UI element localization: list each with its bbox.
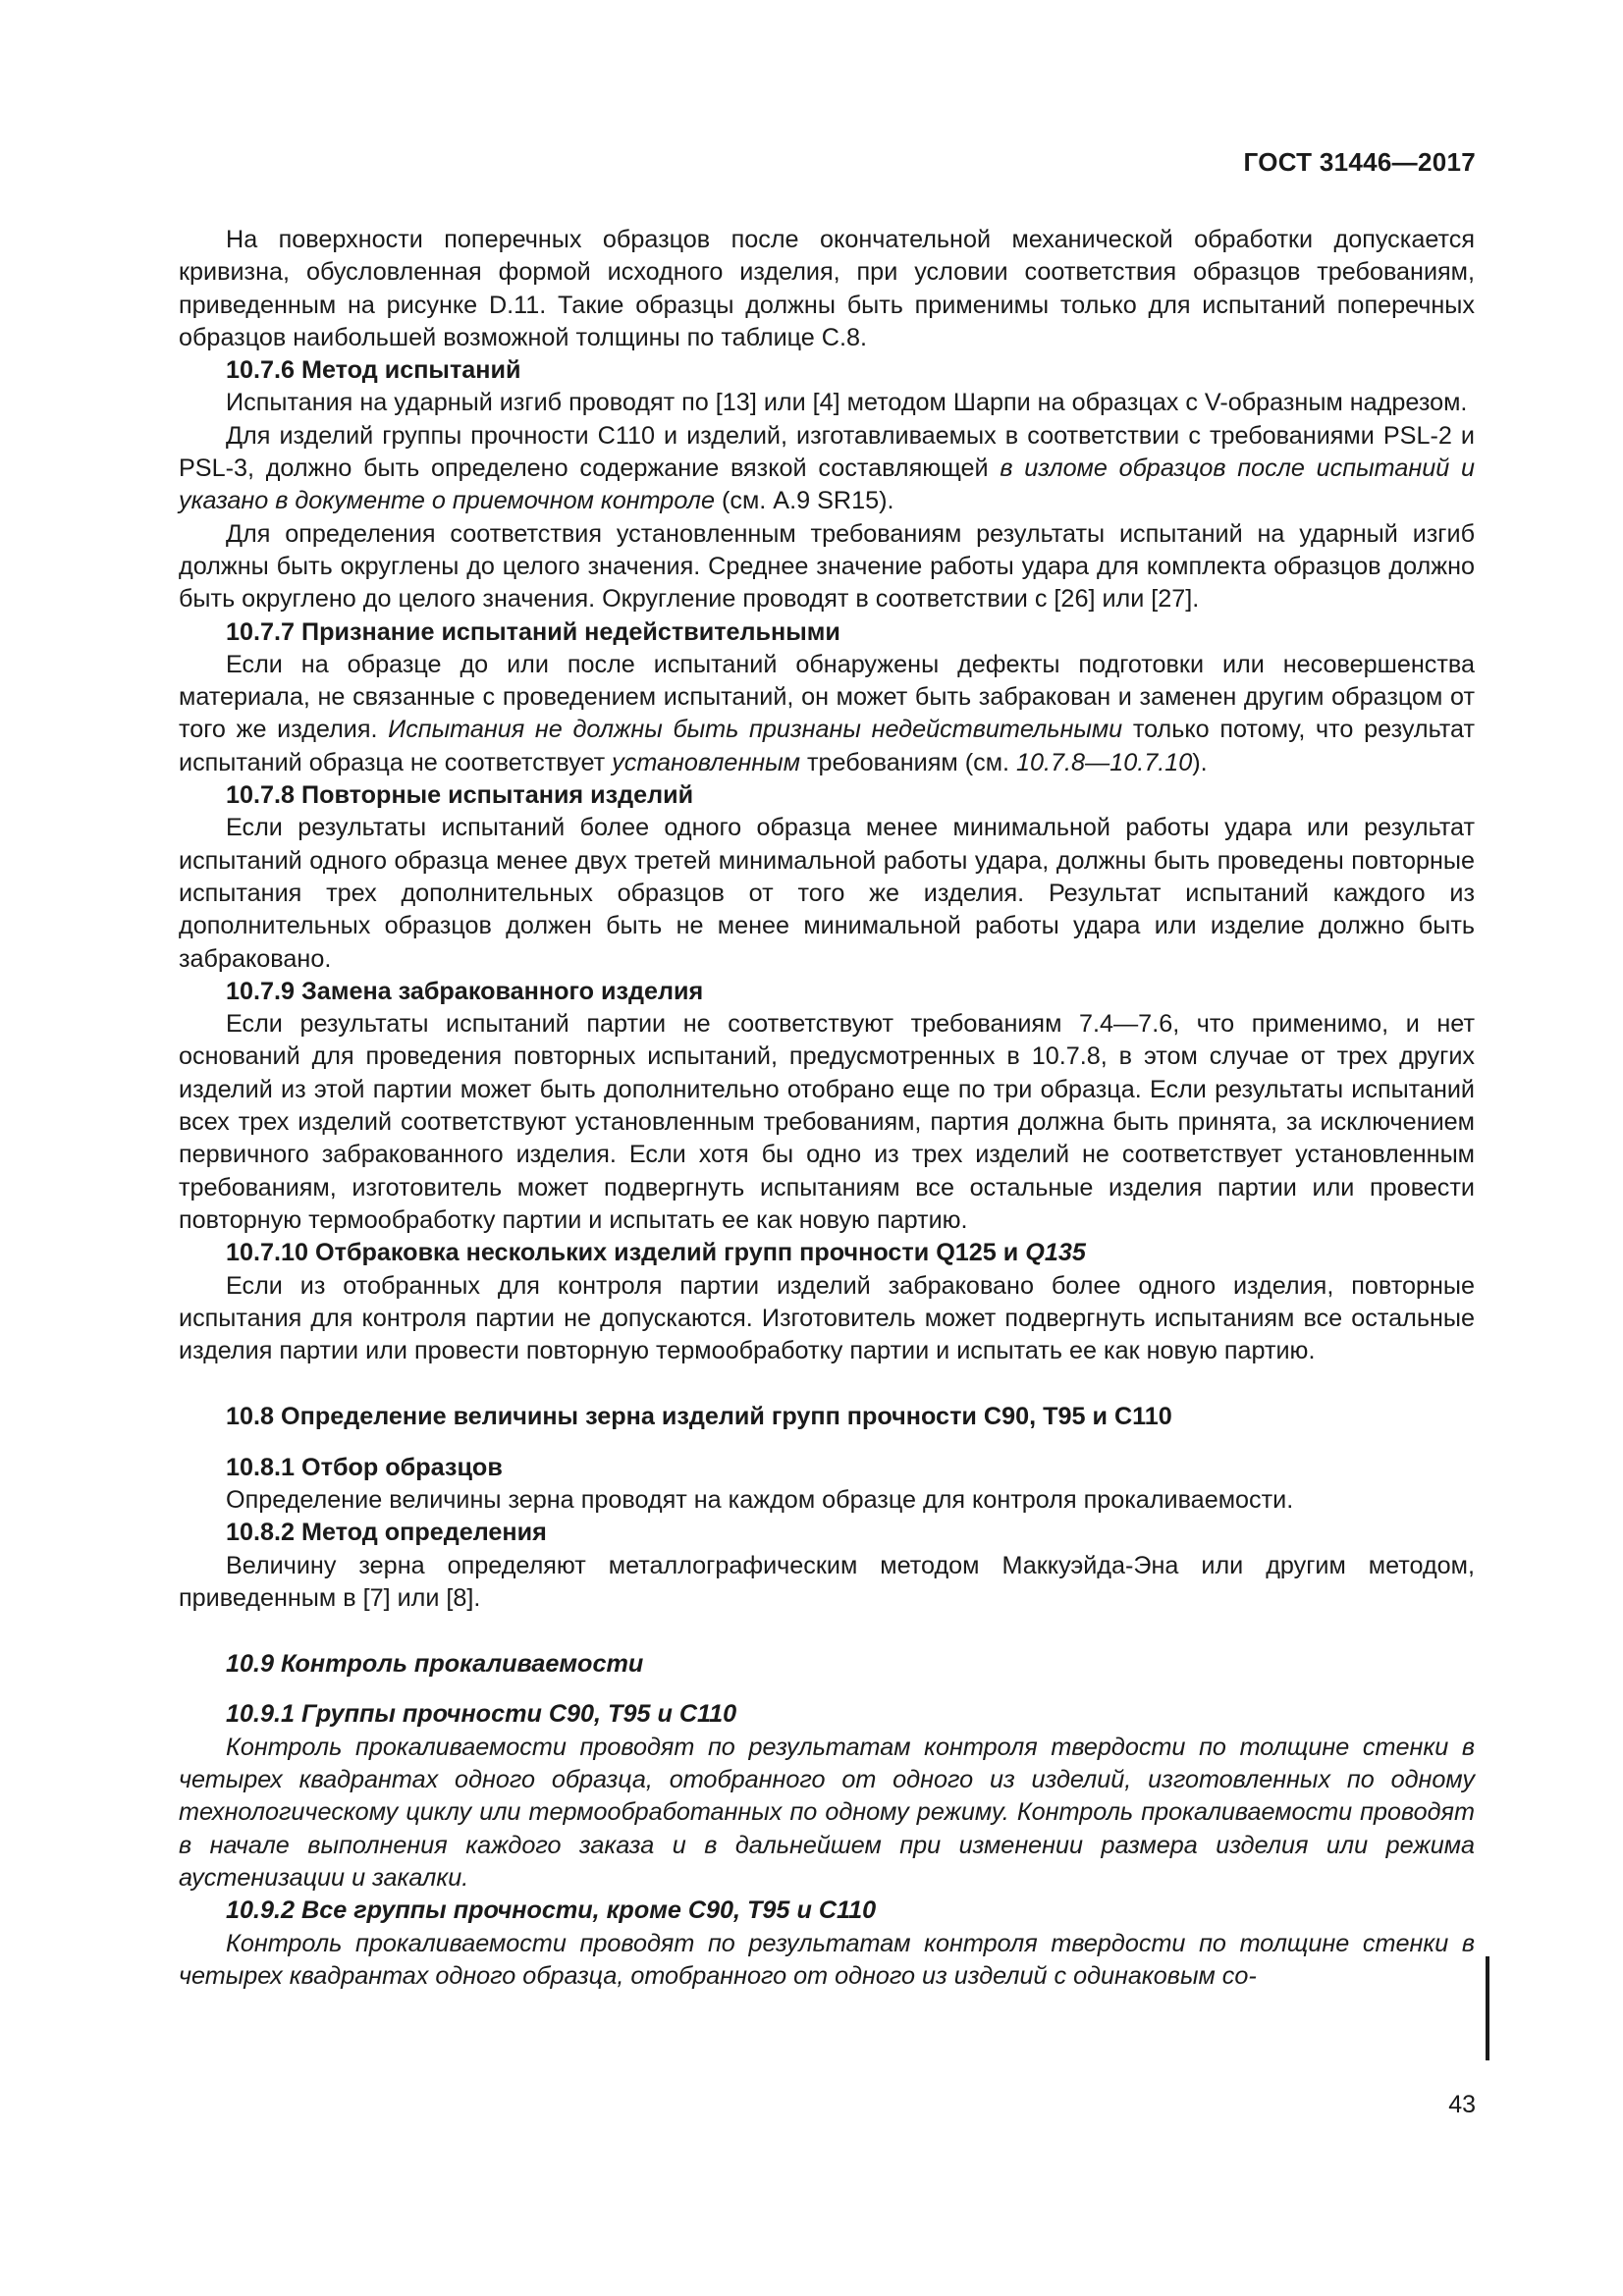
text-run: Для изделий группы прочности С110 и изделий, изготавливаемых в соответствии с требованиями PSL-2 и PSL-3, должно быть определено содержание вязкой составляющей	[179, 421, 1475, 483]
heading-10-7-6: 10.7.6 Метод испытаний	[226, 356, 521, 385]
paragraph-10-7-9-1: Если результаты испытаний партии не соответствуют требованиям 7.4—7.6, что применимо, и нет оснований для проведения повторных испытаний, предусмотренных в 10.7.8, в этом случае от трех других изделий из этой партии может быть дополнительно отобрано еще по три образца. Если результаты испытаний всех трех изделий соответствуют установленным требованиям, партия должна быть принята, за исключением первичного забракованного изделия. Если хотя бы одно из трех изделий не соответствует установленным требованиям, изготовитель может подвергнуть испытаниям все остальные изделия партии или провести повторную термообработку партии и испытать ее как новую партию.	[179, 1010, 1475, 1234]
italic-run: установленным	[612, 748, 800, 776]
section-gap	[179, 1615, 1475, 1648]
heading-10-9-1: 10.9.1 Группы прочности С90, Т95 и С110	[226, 1700, 737, 1729]
paragraph-10-7-10-1: Если из отобранных для контроля партии изделий забраковано более одного изделия, повторные испытания для контроля партии не допускаются. Изготовитель может подвергнуть испытаниям все остальные изделия партии или провести повторную термообработку партии и испытать ее как новую партию.	[179, 1271, 1475, 1365]
text-run: требованиям (см.	[799, 748, 1017, 776]
paragraph-10-8-2: Величину зерна определяют металлографическим методом Маккуэйда-Эна или другим методом, приведенным в [7] или [8].	[179, 1551, 1475, 1612]
paragraph-10-7-6-2	[179, 420, 1475, 518]
paragraph-10-7-7-1	[179, 649, 1475, 779]
heading-10-8: 10.8 Определение величины зерна изделий групп прочности С90, Т95 и С110	[226, 1403, 1172, 1431]
standard-header: ГОСТ 31446—2017	[1243, 147, 1476, 177]
heading-10-7-8: 10.7.8 Повторные испытания изделий	[226, 781, 694, 810]
italic-run: в изломе образцов после испытаний и указано в документе о приемочном контроле	[179, 454, 1475, 515]
text-run: (см. А.9 SR15).	[714, 487, 894, 515]
heading-10-8-1: 10.8.1 Отбор образцов	[226, 1453, 503, 1481]
paragraph-10-7-6-1: Испытания на ударный изгиб проводят по [13] или [4] методом Шарпи на образцах с V-образным надрезом.	[226, 389, 1468, 417]
change-mark-bar	[1486, 1956, 1489, 2060]
heading-10-7-9: 10.7.9 Замена забракованного изделия	[226, 977, 704, 1005]
section-gap	[179, 1681, 1475, 1698]
page-content	[179, 224, 1475, 1993]
paragraph-10-7-6-3: Для определения соответствия установленным требованиям результаты испытаний на ударный изгиб должны быть округлены до целого значения. Среднее значение работы удара для комплекта образцов должно быть округлено до целого значения. Округление проводят в соответствии с [26] или [27].	[179, 519, 1475, 614]
italic-run: 10.7.8—10.7.10	[1016, 748, 1193, 776]
page-number: 43	[1448, 2091, 1476, 2118]
heading-10-7-10	[179, 1237, 1475, 1269]
paragraph-10-8-1: Определение величины зерна проводят на каждом образце для контроля прокаливаемости.	[226, 1485, 1294, 1514]
text-run: только потому, что результат испытаний образца не соответствует	[179, 716, 1475, 776]
section-gap	[179, 1367, 1475, 1401]
paragraph-10-9-2: Контроль прокаливаемости проводят по результатам контроля твердости по толщине стенки в четырех квадрантах одного образца, отобранного от одного из изделий с одинаковым со-	[179, 1929, 1475, 1990]
heading-10-8-2: 10.8.2 Метод определения	[226, 1519, 547, 1547]
paragraph-intro: На поверхности поперечных образцов после окончательной механической обработки допускается кривизна, обусловленная формой исходного изделия, при условии соответствия образцов требованиям, приведенным на рисунке D.11. Такие образцы должны быть применимы только для испытаний поперечных образцов наибольшей возможной толщины по таблице С.8.	[179, 226, 1475, 351]
heading-text: 10.7.10 Отбраковка нескольких изделий групп прочности Q125 и	[226, 1239, 1026, 1267]
heading-10-9-2: 10.9.2 Все группы прочности, кроме С90, Т95 и С110	[226, 1896, 877, 1925]
paragraph-10-9-1: Контроль прокаливаемости проводят по результатам контроля твердости по толщине стенки в четырех квадрантах одного образца, отобранного от одного из изделий, изготовленных по одному технологическому циклу или термообработанных по одному режиму. Контроль прокаливаемости проводят в начале выполнения каждого заказа и в дальнейшем при изменении размера изделия или режима аустенизации и закалки.	[179, 1733, 1475, 1892]
heading-10-7-7: 10.7.7 Признание испытаний недействительными	[226, 617, 840, 646]
heading-italic-text: Q135	[1025, 1239, 1086, 1267]
section-10-9	[179, 1648, 1475, 1993]
text-run: Если на образце до или после испытаний обнаружены дефекты подготовки или несовершенства материала, не связанные с проведением испытаний, он может быть забракован и заменен другим образцом от того же изделия.	[179, 650, 1475, 744]
italic-run: Испытания не должны быть признаны недействительными	[388, 716, 1123, 744]
heading-10-9: 10.9 Контроль прокаливаемости	[226, 1650, 644, 1679]
section-gap	[179, 1434, 1475, 1452]
paragraph-10-7-8-1: Если результаты испытаний более одного образца менее минимальной работы удара или результат испытаний одного образца менее двух третей минимальной работы удара, должны быть проведены повторные испытания трех дополнительных образцов от того же изделия. Результат испытаний каждого из дополнительных образцов должен быть не менее минимальной работы удара или изделие должно быть забраковано.	[179, 814, 1475, 973]
text-run: ).	[1192, 748, 1208, 776]
